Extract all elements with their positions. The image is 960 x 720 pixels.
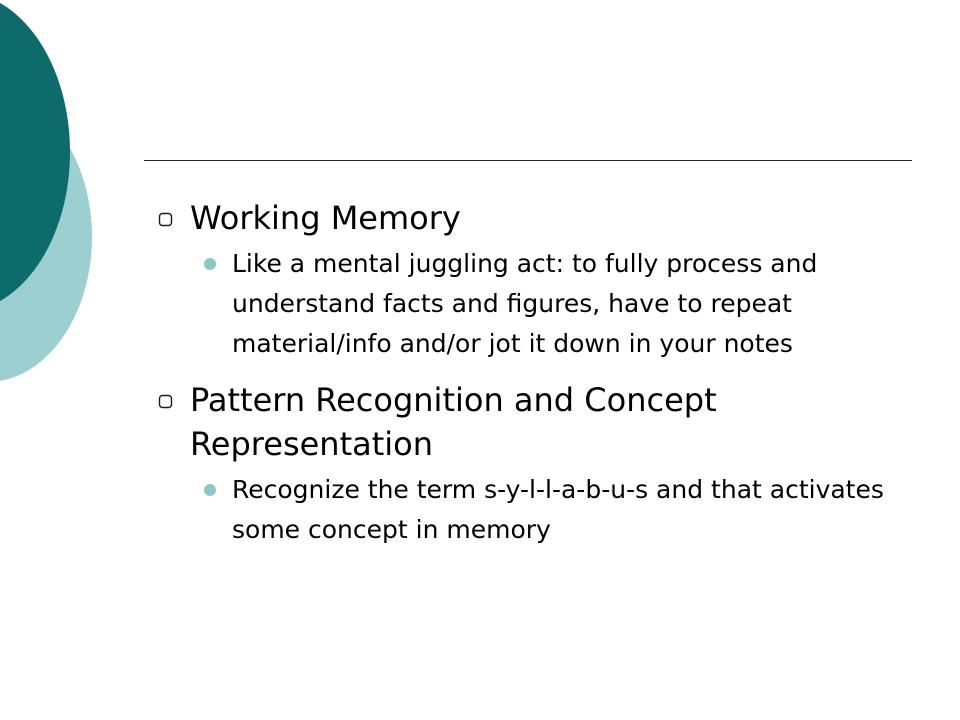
filled-circle-bullet-icon bbox=[204, 484, 216, 496]
bullet-subtext: Recognize the term s-y-l-l-a-b-u-s and that activates some concept in memory bbox=[232, 475, 884, 544]
hollow-square-bullet-icon bbox=[158, 394, 173, 409]
bullet-title: Working Memory bbox=[190, 199, 461, 237]
bullet-level-2 bbox=[232, 470, 918, 550]
bullet-pattern-recognition bbox=[158, 378, 918, 550]
bullet-level-2 bbox=[232, 244, 918, 364]
filled-circle-bullet-icon bbox=[204, 258, 216, 270]
slide-content bbox=[158, 196, 918, 550]
bullet-level-1 bbox=[158, 378, 918, 466]
bullet-subtext: Like a mental juggling act: to fully process and understand facts and figures, have to repeat material/info and/or jot it down in your notes bbox=[232, 249, 818, 358]
bullet-working-memory bbox=[158, 196, 918, 364]
bullet-title: Pattern Recognition and Concept Representation bbox=[190, 381, 717, 463]
hollow-square-bullet-icon bbox=[158, 212, 173, 227]
title-divider-line bbox=[144, 160, 912, 161]
bullet-level-1 bbox=[158, 196, 918, 240]
